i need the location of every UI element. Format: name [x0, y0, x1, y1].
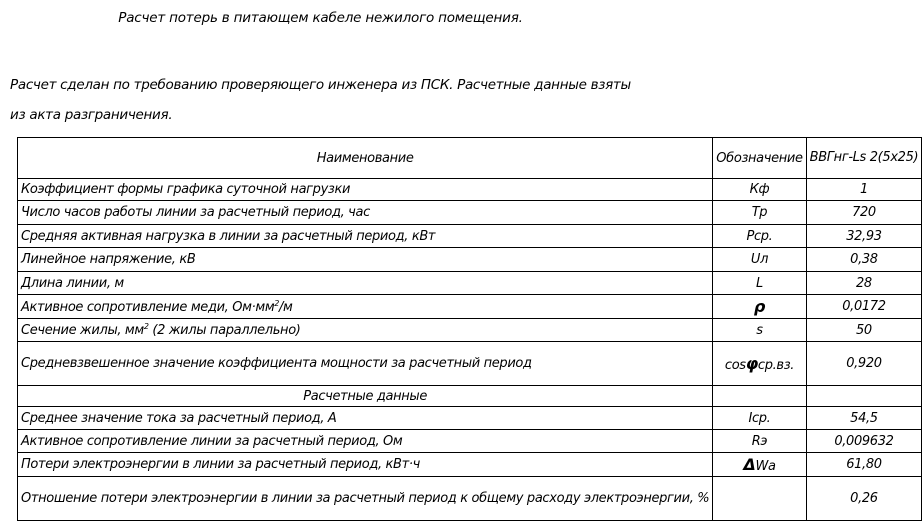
table-row	[18, 248, 922, 272]
row-symbol: L	[713, 272, 806, 295]
row-name: Отношение потери электроэнергии в линии за расчетный период к общему расходу электроэнергии, %	[18, 477, 713, 521]
table-row	[18, 319, 922, 342]
intro-paragraph: Расчет сделан по требованию проверяющего инженера из ПСК. Расчетные данные взяты из акта разграничения.	[10, 77, 631, 123]
row-symbol: Кф	[713, 179, 806, 201]
table-header-row	[18, 138, 922, 179]
row-value: 0,26	[806, 477, 922, 521]
row-symbol-suffix: Wа	[755, 459, 776, 474]
row-name: Потери электроэнергии в линии за расчетный период, кВт·ч	[18, 453, 713, 477]
row-value: 0,920	[806, 342, 922, 386]
row-name: Активное сопротивление линии за расчетный период, Ом	[18, 430, 713, 453]
row-name: Коэффициент формы графика суточной нагрузки	[18, 179, 713, 201]
row-name: Линейное напряжение, кВ	[18, 248, 713, 272]
header-name: Наименование	[18, 138, 713, 179]
table-row	[18, 453, 922, 477]
calculation-table	[17, 137, 922, 521]
row-name: Длина линии, м	[18, 272, 713, 295]
row-value: 720	[806, 201, 922, 225]
row-value: 50	[806, 319, 922, 342]
table-row	[18, 407, 922, 430]
row-symbol: Iср.	[713, 407, 806, 430]
table-row	[18, 179, 922, 201]
row-name-unit: /м	[279, 299, 293, 315]
section-row	[18, 386, 922, 407]
row-value: 61,80	[806, 453, 922, 477]
table-row	[18, 201, 922, 225]
row-symbol: Тр	[713, 201, 806, 225]
table-row	[18, 272, 922, 295]
row-value: 0,0172	[806, 295, 922, 319]
document-title: Расчет потерь в питающем кабеле нежилого помещения.	[118, 10, 523, 26]
row-name: Средняя активная нагрузка в линии за расчетный период, кВт	[18, 225, 713, 248]
row-name	[18, 295, 713, 319]
row-name-unit: (2 жилы параллельно)	[148, 323, 301, 338]
row-name: Число часов работы линии за расчетный период, час	[18, 201, 713, 225]
delta-symbol: Δ	[743, 455, 756, 474]
header-cable: ВВГнг-Ls 2(5х25)	[806, 138, 922, 179]
table-row	[18, 295, 922, 319]
table-row	[18, 477, 922, 521]
row-symbol	[713, 477, 806, 521]
row-value: 32,93	[806, 225, 922, 248]
row-symbol: Рср.	[713, 225, 806, 248]
row-name-text: Сечение жилы, мм	[21, 323, 144, 338]
row-symbol	[713, 342, 806, 386]
row-value: 0,009632	[806, 430, 922, 453]
row-symbol: Rэ	[713, 430, 806, 453]
row-symbol: s	[713, 319, 806, 342]
row-value: 54,5	[806, 407, 922, 430]
row-symbol	[713, 453, 806, 477]
section-title: Расчетные данные	[18, 386, 713, 407]
row-name: Среднее значение тока за расчетный период, А	[18, 407, 713, 430]
row-name	[18, 319, 713, 342]
empty-cell	[713, 386, 806, 407]
row-symbol-prefix: cos	[724, 358, 746, 373]
table-row	[18, 342, 922, 386]
header-symbol: Обозначение	[713, 138, 806, 179]
row-name: Средневзвешенное значение коэффициента мощности за расчетный период	[18, 342, 713, 386]
row-value: 0,38	[806, 248, 922, 272]
row-value: 1	[806, 179, 922, 201]
table-row	[18, 430, 922, 453]
row-name-text: Активное сопротивление меди, Ом·мм	[21, 299, 275, 315]
row-symbol: Uл	[713, 248, 806, 272]
row-name-superscript: 2	[274, 298, 280, 308]
empty-cell	[806, 386, 922, 407]
table-row	[18, 225, 922, 248]
row-symbol-suffix: ср.вз.	[757, 358, 795, 373]
phi-symbol: φ	[745, 354, 758, 373]
row-symbol: ρ	[713, 295, 806, 319]
row-value: 28	[806, 272, 922, 295]
row-name-superscript: 2	[143, 322, 149, 331]
